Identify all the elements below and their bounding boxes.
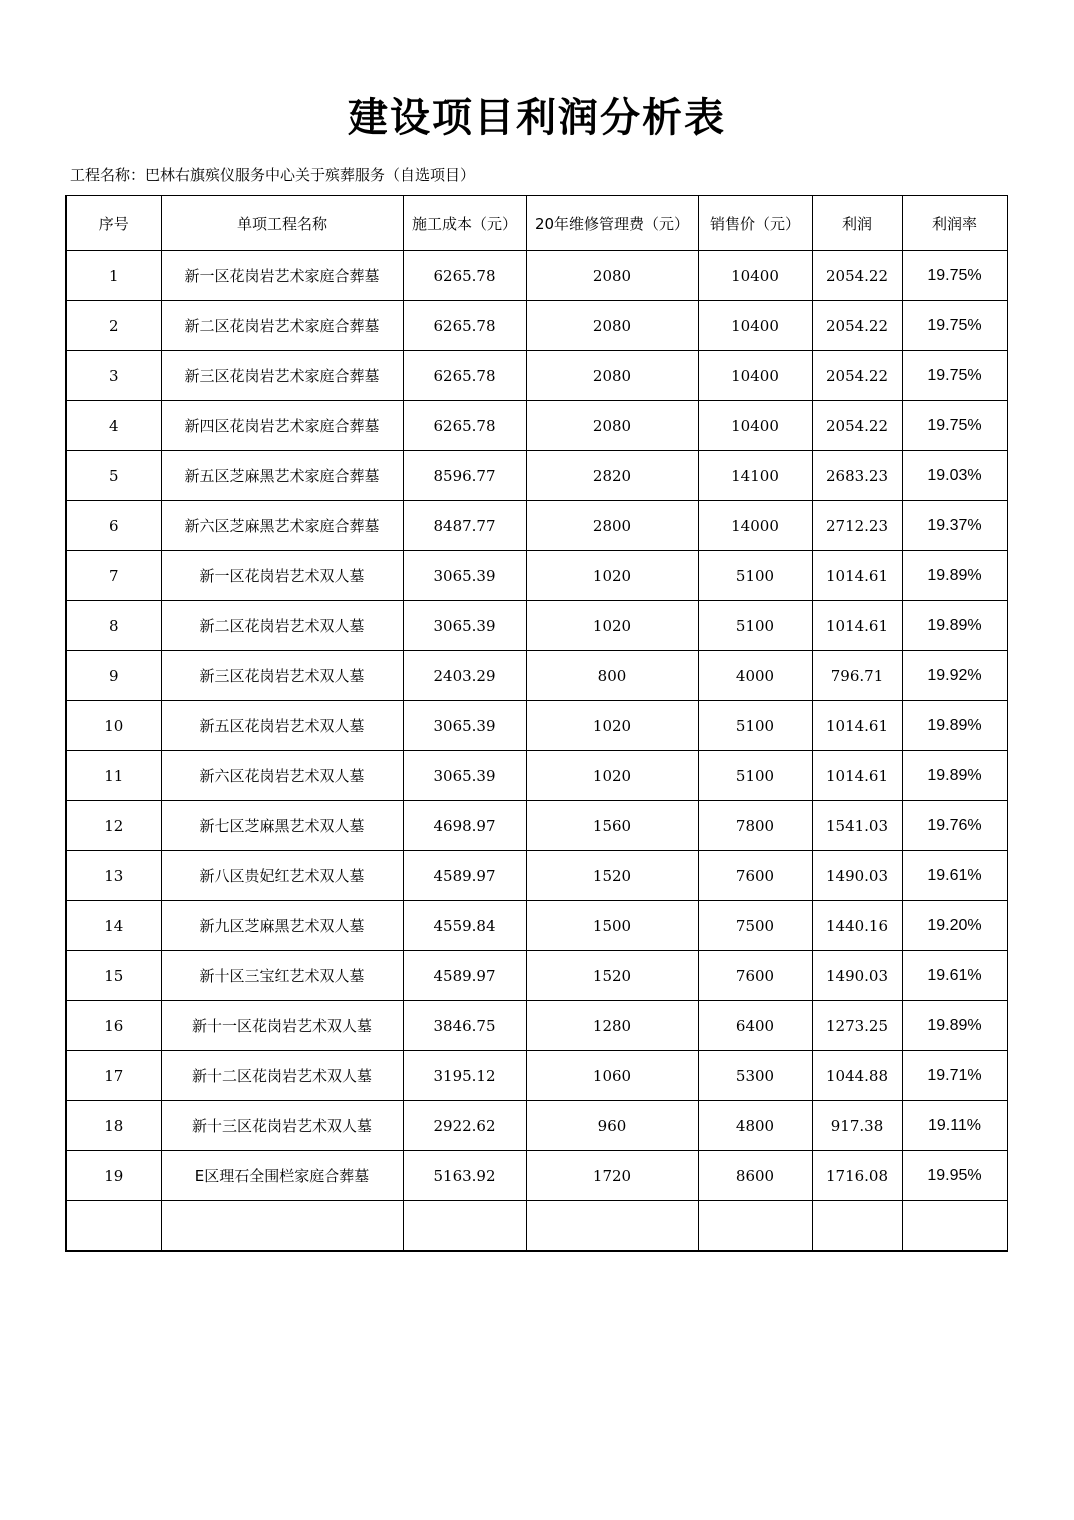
col-header-profit: 利润 (812, 196, 902, 251)
cell-maintenance-fee: 1020 (526, 701, 698, 751)
cell-maintenance-fee: 1280 (526, 1001, 698, 1051)
cell-cost: 3846.75 (403, 1001, 526, 1051)
cell-profit: 1440.16 (812, 901, 902, 951)
table-row (66, 851, 1007, 901)
cell-sale-price: 4800 (698, 1101, 812, 1151)
table-row (66, 1151, 1007, 1201)
cell-item-name: 新六区芝麻黑艺术家庭合葬墓 (161, 501, 403, 551)
cell-cost: 8487.77 (403, 501, 526, 551)
cell-cost: 3065.39 (403, 601, 526, 651)
cell-maintenance-fee: 2080 (526, 301, 698, 351)
cell-profit-rate: 19.61% (902, 951, 1007, 1001)
cell-item-name: 新五区芝麻黑艺术家庭合葬墓 (161, 451, 403, 501)
cell-item-name (161, 1201, 403, 1252)
cell-profit-rate: 19.75% (902, 351, 1007, 401)
table-row (66, 1001, 1007, 1051)
table-row (66, 1201, 1007, 1252)
cell-item-name: 新六区花岗岩艺术双人墓 (161, 751, 403, 801)
cell-sale-price: 4000 (698, 651, 812, 701)
cell-cost: 2403.29 (403, 651, 526, 701)
cell-cost: 6265.78 (403, 351, 526, 401)
cell-no: 7 (66, 551, 161, 601)
cell-no: 6 (66, 501, 161, 551)
cell-item-name: 新九区芝麻黑艺术双人墓 (161, 901, 403, 951)
cell-no: 12 (66, 801, 161, 851)
cell-profit: 2712.23 (812, 501, 902, 551)
table-row (66, 601, 1007, 651)
cell-maintenance-fee: 1020 (526, 601, 698, 651)
cell-no: 13 (66, 851, 161, 901)
col-header-cost: 施工成本（元） (403, 196, 526, 251)
sheet-title: 建设项目利润分析表 (348, 95, 726, 141)
table-row (66, 251, 1007, 301)
cell-sale-price: 7500 (698, 901, 812, 951)
cell-maintenance-fee: 1560 (526, 801, 698, 851)
cell-no: 3 (66, 351, 161, 401)
cell-profit-rate: 19.75% (902, 401, 1007, 451)
cell-maintenance-fee: 2080 (526, 251, 698, 301)
table-row (66, 551, 1007, 601)
cell-profit-rate: 19.89% (902, 1001, 1007, 1051)
cell-profit-rate: 19.61% (902, 851, 1007, 901)
cell-cost: 4589.97 (403, 951, 526, 1001)
table-row (66, 1101, 1007, 1151)
cell-cost (403, 1201, 526, 1252)
cell-maintenance-fee: 1020 (526, 751, 698, 801)
cell-profit-rate: 19.89% (902, 551, 1007, 601)
cell-sale-price: 5100 (698, 601, 812, 651)
project-name-line: 工程名称：巴林右旗殡仪服务中心关于殡葬服务（自选项目） (70, 166, 476, 184)
cell-item-name: E区理石全围栏家庭合葬墓 (161, 1151, 403, 1201)
cell-sale-price: 14000 (698, 501, 812, 551)
cell-cost: 3065.39 (403, 751, 526, 801)
cell-sale-price: 5100 (698, 701, 812, 751)
table-row (66, 1051, 1007, 1101)
cell-profit: 1014.61 (812, 701, 902, 751)
cell-maintenance-fee: 960 (526, 1101, 698, 1151)
table-row (66, 351, 1007, 401)
cell-sale-price: 10400 (698, 351, 812, 401)
cell-no: 8 (66, 601, 161, 651)
cell-item-name: 新七区芝麻黑艺术双人墓 (161, 801, 403, 851)
cell-profit-rate: 19.37% (902, 501, 1007, 551)
cell-profit: 1490.03 (812, 951, 902, 1001)
cell-profit: 917.38 (812, 1101, 902, 1151)
cell-maintenance-fee: 2820 (526, 451, 698, 501)
cell-maintenance-fee: 2800 (526, 501, 698, 551)
cell-profit: 1541.03 (812, 801, 902, 851)
cell-sale-price: 10400 (698, 251, 812, 301)
cell-profit-rate: 19.89% (902, 701, 1007, 751)
cell-profit-rate: 19.89% (902, 751, 1007, 801)
cell-item-name: 新八区贵妃红艺术双人墓 (161, 851, 403, 901)
table-row (66, 301, 1007, 351)
cell-cost: 3195.12 (403, 1051, 526, 1101)
cell-profit: 1490.03 (812, 851, 902, 901)
cell-profit-rate: 19.75% (902, 251, 1007, 301)
cell-profit: 796.71 (812, 651, 902, 701)
profit-table (65, 195, 1008, 1252)
cell-profit-rate: 19.89% (902, 601, 1007, 651)
col-header-rate: 利润率 (902, 196, 1007, 251)
cell-sale-price: 7600 (698, 951, 812, 1001)
cell-profit-rate (902, 1201, 1007, 1252)
cell-profit: 1014.61 (812, 551, 902, 601)
cell-cost: 6265.78 (403, 251, 526, 301)
cell-item-name: 新十区三宝红艺术双人墓 (161, 951, 403, 1001)
cell-profit-rate: 19.71% (902, 1051, 1007, 1101)
cell-cost: 3065.39 (403, 701, 526, 751)
col-header-name: 单项工程名称 (161, 196, 403, 251)
col-header-price: 销售价（元） (698, 196, 812, 251)
cell-sale-price: 10400 (698, 401, 812, 451)
table-row (66, 701, 1007, 751)
cell-cost: 2922.62 (403, 1101, 526, 1151)
cell-item-name: 新一区花岗岩艺术家庭合葬墓 (161, 251, 403, 301)
cell-sale-price: 8600 (698, 1151, 812, 1201)
cell-profit: 1273.25 (812, 1001, 902, 1051)
cell-maintenance-fee (526, 1201, 698, 1252)
table-row (66, 801, 1007, 851)
table-row (66, 501, 1007, 551)
cell-sale-price: 7600 (698, 851, 812, 901)
header-row (66, 196, 1007, 251)
cell-no: 9 (66, 651, 161, 701)
cell-profit-rate: 19.92% (902, 651, 1007, 701)
cell-sale-price (698, 1201, 812, 1252)
cell-no: 14 (66, 901, 161, 951)
cell-profit-rate: 19.03% (902, 451, 1007, 501)
col-header-no: 序号 (66, 196, 161, 251)
table-row (66, 401, 1007, 451)
cell-cost: 4589.97 (403, 851, 526, 901)
cell-sale-price: 5100 (698, 551, 812, 601)
cell-no: 11 (66, 751, 161, 801)
cell-profit: 1014.61 (812, 601, 902, 651)
cell-maintenance-fee: 1520 (526, 951, 698, 1001)
table-row (66, 751, 1007, 801)
cell-cost: 5163.92 (403, 1151, 526, 1201)
cell-maintenance-fee: 1720 (526, 1151, 698, 1201)
cell-sale-price: 5300 (698, 1051, 812, 1101)
cell-maintenance-fee: 2080 (526, 351, 698, 401)
cell-item-name: 新二区花岗岩艺术双人墓 (161, 601, 403, 651)
table-row (66, 951, 1007, 1001)
cell-profit: 2683.23 (812, 451, 902, 501)
cell-sale-price: 6400 (698, 1001, 812, 1051)
cell-item-name: 新一区花岗岩艺术双人墓 (161, 551, 403, 601)
cell-no (66, 1201, 161, 1252)
col-header-maintenance: 20年维修管理费（元） (526, 196, 698, 251)
cell-sale-price: 10400 (698, 301, 812, 351)
table-row (66, 901, 1007, 951)
cell-maintenance-fee: 1500 (526, 901, 698, 951)
cell-no: 2 (66, 301, 161, 351)
cell-profit: 2054.22 (812, 251, 902, 301)
table-row (66, 451, 1007, 501)
cell-maintenance-fee: 1020 (526, 551, 698, 601)
cell-maintenance-fee: 800 (526, 651, 698, 701)
cell-profit-rate: 19.76% (902, 801, 1007, 851)
cell-no: 17 (66, 1051, 161, 1101)
cell-profit-rate: 19.11% (902, 1101, 1007, 1151)
cell-sale-price: 14100 (698, 451, 812, 501)
cell-maintenance-fee: 1520 (526, 851, 698, 901)
cell-profit: 1716.08 (812, 1151, 902, 1201)
cell-sale-price: 5100 (698, 751, 812, 801)
cell-cost: 4559.84 (403, 901, 526, 951)
cell-item-name: 新二区花岗岩艺术家庭合葬墓 (161, 301, 403, 351)
cell-no: 18 (66, 1101, 161, 1151)
cell-cost: 6265.78 (403, 301, 526, 351)
table-row (66, 651, 1007, 701)
cell-no: 4 (66, 401, 161, 451)
cell-item-name: 新十二区花岗岩艺术双人墓 (161, 1051, 403, 1101)
cell-profit: 2054.22 (812, 401, 902, 451)
cell-no: 15 (66, 951, 161, 1001)
cell-profit-rate: 19.95% (902, 1151, 1007, 1201)
cell-no: 19 (66, 1151, 161, 1201)
cell-item-name: 新五区花岗岩艺术双人墓 (161, 701, 403, 751)
cell-maintenance-fee: 1060 (526, 1051, 698, 1101)
cell-sale-price: 7800 (698, 801, 812, 851)
cell-cost: 8596.77 (403, 451, 526, 501)
cell-no: 5 (66, 451, 161, 501)
cell-no: 1 (66, 251, 161, 301)
cell-profit: 2054.22 (812, 351, 902, 401)
cell-profit: 1014.61 (812, 751, 902, 801)
cell-maintenance-fee: 2080 (526, 401, 698, 451)
cell-profit (812, 1201, 902, 1252)
cell-cost: 4698.97 (403, 801, 526, 851)
cell-item-name: 新三区花岗岩艺术双人墓 (161, 651, 403, 701)
cell-cost: 6265.78 (403, 401, 526, 451)
cell-profit-rate: 19.20% (902, 901, 1007, 951)
cell-cost: 3065.39 (403, 551, 526, 601)
cell-item-name: 新十三区花岗岩艺术双人墓 (161, 1101, 403, 1151)
cell-item-name: 新十一区花岗岩艺术双人墓 (161, 1001, 403, 1051)
cell-profit-rate: 19.75% (902, 301, 1007, 351)
cell-item-name: 新四区花岗岩艺术家庭合葬墓 (161, 401, 403, 451)
cell-item-name: 新三区花岗岩艺术家庭合葬墓 (161, 351, 403, 401)
cell-profit: 2054.22 (812, 301, 902, 351)
cell-no: 16 (66, 1001, 161, 1051)
cell-profit: 1044.88 (812, 1051, 902, 1101)
cell-no: 10 (66, 701, 161, 751)
